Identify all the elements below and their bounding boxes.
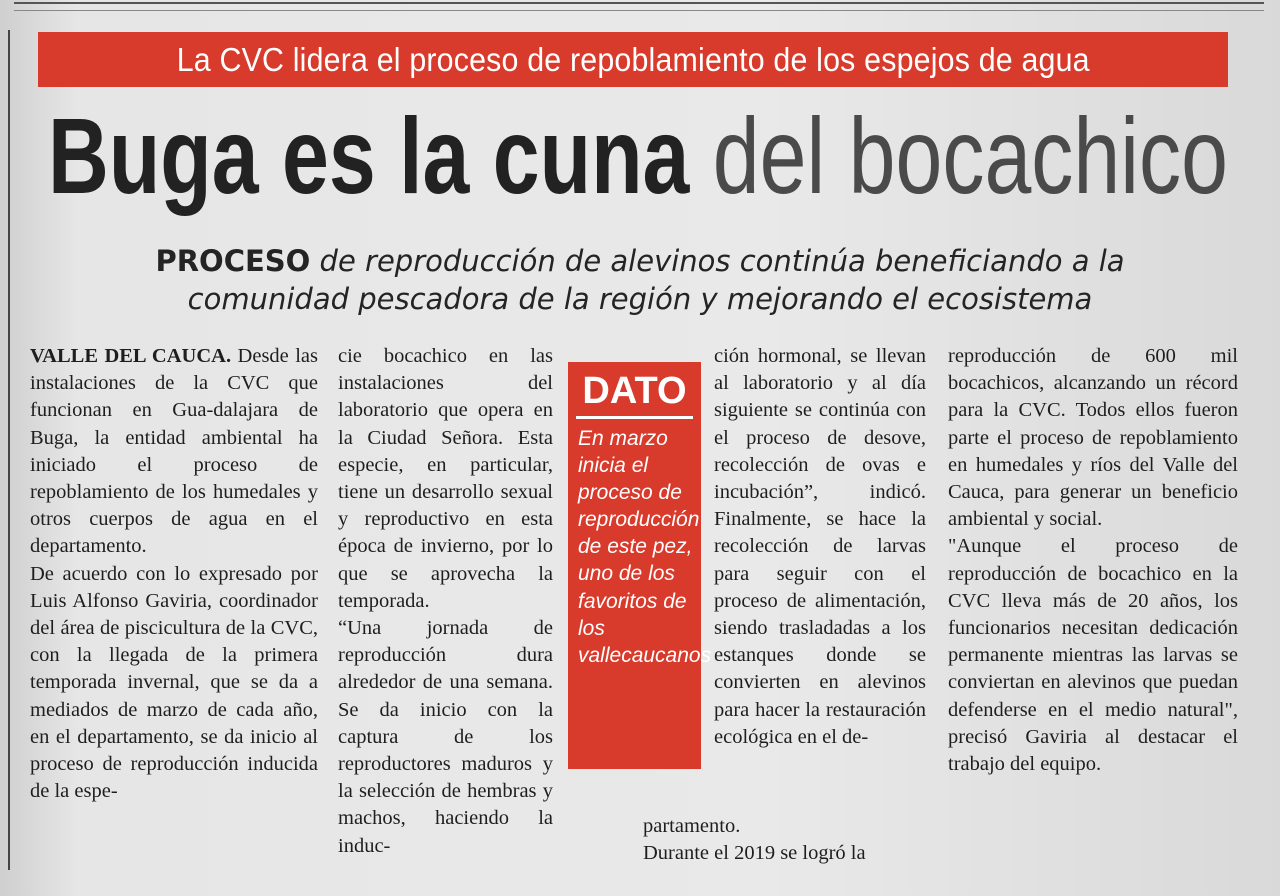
paragraph: “Una jornada de reproducción dura alrededor de una semana. Se da inicio con la captura de los reproductores maduros y la selección de hembras y machos, haciendo la induc- [338,617,553,857]
paragraph: reproducción de 600 mil bocachicos, alcanzando un récord para la CVC. Todos ellos fueron parte el proceso de repoblamiento en humedales y ríos del Valle del Cauca, para generar un beneficio ambiental y social. [948,345,1238,531]
paragraph: cie bocachico en las instalaciones del laboratorio que opera en la Ciudad Señora. Esta especie, en particular, tiene un desarrollo sexual y reproductivo en esta época de invierno, por lo que se aprovecha la temporada. [338,345,553,612]
dato-title: DATO [576,366,693,419]
subhead-rest: de reproducción de alevinos continúa beneficiando a la comunidad pescadora de la región y mejorando el ecosistema [187,244,1125,316]
headline-part-light: del bocachico [712,95,1228,216]
kicker-banner [38,32,1228,87]
headline-part-dark: Buga es la cuna [48,95,690,216]
paragraph-text: Desde las instalaciones de la CVC que funcionan en Gua-dalajara de Buga, la entidad ambiental ha iniciado el proceso de repoblamiento de los humedales y otros cuerpos de agua en el departamento. [30,345,318,558]
dato-text: En marzo inicia el proceso de reproducción de este pez, uno de los favoritos de los vallecaucanos [578,427,712,667]
kicker-text: La CVC lidera el proceso de repoblamiento de los espejos de agua [176,40,1090,78]
article-column-3-bottom [643,813,926,867]
article-column-2 [338,343,553,873]
article-column-4 [948,343,1238,873]
subheadline [80,242,1200,318]
top-rule [14,2,1264,11]
paragraph: "Aunque el proceso de reproducción de bocachico en la CVC lleva más de 20 años, los funcionarios necesitan dedicación permanente mientras las larvas se conviertan en alevinos que puedan defenderse en el medio natural", precisó Gaviria al destacar el trabajo del equipo. [948,535,1238,776]
paragraph: ción hormonal, se llevan al laboratorio y al día siguiente se continúa con el proceso de desove, recolección de ovas e incubación”, indicó. Finalmente, se hace la recolección de larvas para seguir con el proceso de alimentación, siendo trasladadas a los estanques donde se convierten en alevinos para hacer la restauración ecológica en el de- [714,345,926,748]
left-column-rule [8,30,10,870]
paragraph [30,343,318,561]
article-column-1 [30,343,318,873]
article-column-3 [714,343,926,843]
dateline: VALLE DEL CAUCA. [30,345,232,367]
paragraph: De acuerdo con lo expresado por Luis Alfonso Gaviria, coordinador del área de piscicultura de la CVC, con la llegada de la primera temporada invernal, que se da a mediados de marzo de cada año, en el departamento, se da inicio al proceso de reproducción inducida de la espe- [30,562,318,803]
paragraph: Durante el 2019 se logró la [643,842,866,865]
dato-box [568,362,712,769]
headline [48,96,1248,216]
subhead-lead: PROCESO [155,244,311,278]
paragraph: partamento. [643,815,741,837]
